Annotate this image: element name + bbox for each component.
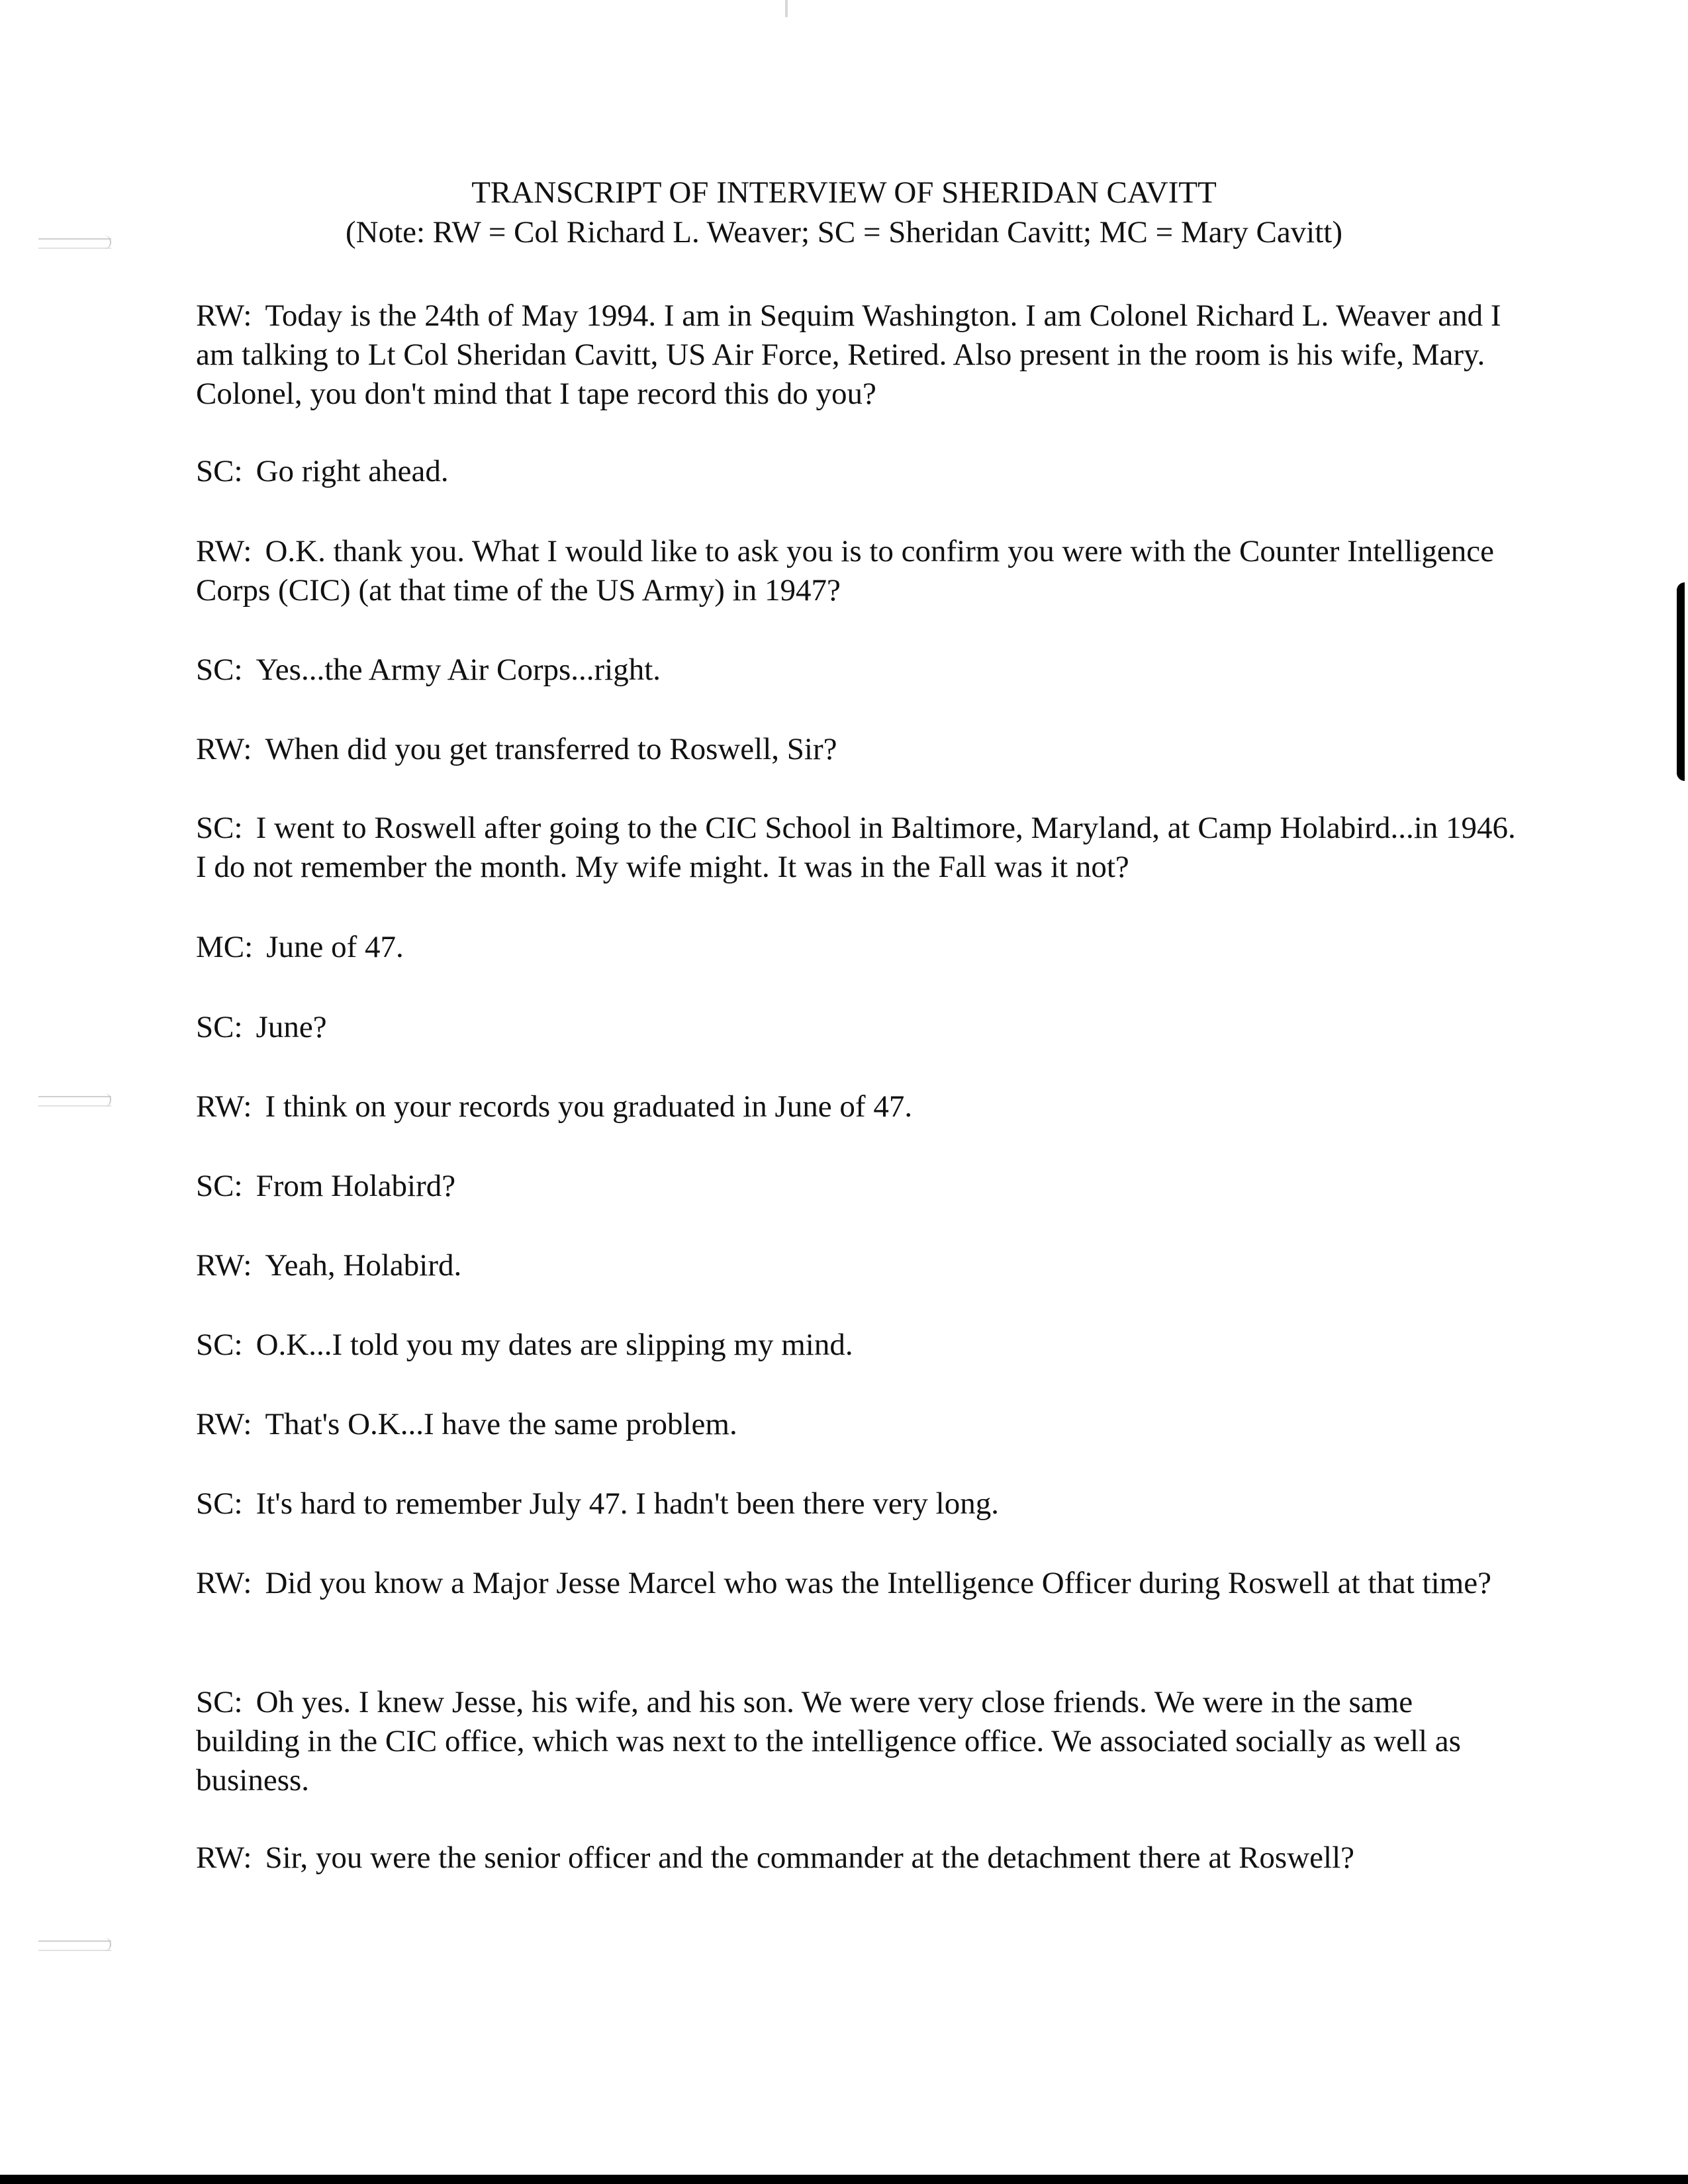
speaker-label: SC : <box>196 1010 243 1044</box>
entry-text: O.K...I told you my dates are slipping my mind. <box>256 1328 853 1362</box>
binder-hole-mark <box>38 1096 111 1107</box>
transcript-entry <box>196 1484 1520 1524</box>
transcript-entry <box>196 1008 1520 1047</box>
entry-text: Today is the 24th of May 1994. I am in Sequim Washington. I am Colonel Richard L. Weaver and I am talking to Lt Col Sheridan Cavitt, US Air Force, Retired. Also present in the room is his wife, Mary. Colonel, you don't mind that I tape record this do you? <box>196 298 1501 411</box>
speaker-label: RW : <box>196 534 252 569</box>
speaker-label: RW : <box>196 1566 252 1600</box>
speaker-label: RW : <box>196 1248 252 1283</box>
binder-hole-mark <box>38 1940 111 1951</box>
transcript-entry <box>196 1246 1520 1285</box>
entry-text: When did you get transferred to Roswell, Sir? <box>265 732 837 766</box>
entry-text: I think on your records you graduated in June of 47. <box>265 1089 913 1124</box>
speaker-label: SC : <box>196 1685 243 1719</box>
entry-text: June of 47. <box>266 930 404 964</box>
speaker-label: SC : <box>196 1169 243 1203</box>
entry-text: That's O.K...I have the same problem. <box>265 1407 737 1441</box>
entry-text: I went to Roswell after going to the CIC School in Baltimore, Maryland, at Camp Holabird...in 1946. I do not remember the month. My wife might. It was in the Fall was it not? <box>196 811 1516 884</box>
entry-text: From Holabird? <box>256 1169 456 1203</box>
speaker-label: SC : <box>196 1328 243 1362</box>
speaker-label: RW : <box>196 732 252 766</box>
transcript-entry <box>196 1839 1520 1878</box>
transcript-entry <box>196 928 1520 967</box>
transcript-entry <box>196 1405 1520 1444</box>
transcript-entry <box>196 296 1520 414</box>
entry-text: Did you know a Major Jesse Marcel who was the Intelligence Officer during Roswell at that time? <box>265 1566 1491 1600</box>
transcript-entry <box>196 809 1520 887</box>
entry-text: Go right ahead. <box>256 454 449 488</box>
transcript-entry <box>196 1564 1520 1603</box>
speaker-label: SC : <box>196 653 243 687</box>
transcript-entry <box>196 532 1520 610</box>
transcript-entry <box>196 452 1520 491</box>
speaker-label: SC : <box>196 454 243 488</box>
transcript-entry <box>196 1167 1520 1206</box>
speaker-label: SC : <box>196 811 243 845</box>
transcript-entry <box>196 1683 1520 1800</box>
transcript-entry <box>196 651 1520 690</box>
speaker-label: RW : <box>196 298 252 333</box>
entry-text: Oh yes. I knew Jesse, his wife, and his son. We were very close friends. We were in the same building in the CIC office, which was next to the intelligence office. We associated socially as well as business. <box>196 1685 1461 1797</box>
transcript-entry <box>196 1087 1520 1126</box>
scan-bottom-edge <box>0 2175 1688 2184</box>
entry-text: Yeah, Holabird. <box>265 1248 462 1283</box>
speaker-label: RW : <box>196 1089 252 1124</box>
scan-edge-shadow <box>1677 582 1685 781</box>
entry-text: June? <box>256 1010 327 1044</box>
entry-text: It's hard to remember July 47. I hadn't been there very long. <box>256 1486 999 1521</box>
entry-text: O.K. thank you. What I would like to ask you is to confirm you were with the Counter Intelligence Corps (CIC) (at that time of the US Army) in 1947? <box>196 534 1494 608</box>
speaker-label: SC : <box>196 1486 243 1521</box>
document-title: TRANSCRIPT OF INTERVIEW OF SHERIDAN CAVITT <box>471 175 1217 210</box>
speaker-label: RW : <box>196 1407 252 1441</box>
speaker-label: RW : <box>196 1841 252 1875</box>
entry-text: Sir, you were the senior officer and the commander at the detachment there at Roswell? <box>265 1841 1354 1875</box>
entry-text: Yes...the Army Air Corps...right. <box>256 653 661 687</box>
transcript-entry <box>196 1326 1520 1365</box>
scan-speck <box>785 0 788 17</box>
transcript-entry <box>196 730 1520 769</box>
speaker-key-note: (Note: RW = Col Richard L. Weaver; SC = Sheridan Cavitt; MC = Mary Cavitt) <box>345 215 1343 250</box>
speaker-label: MC : <box>196 930 253 964</box>
